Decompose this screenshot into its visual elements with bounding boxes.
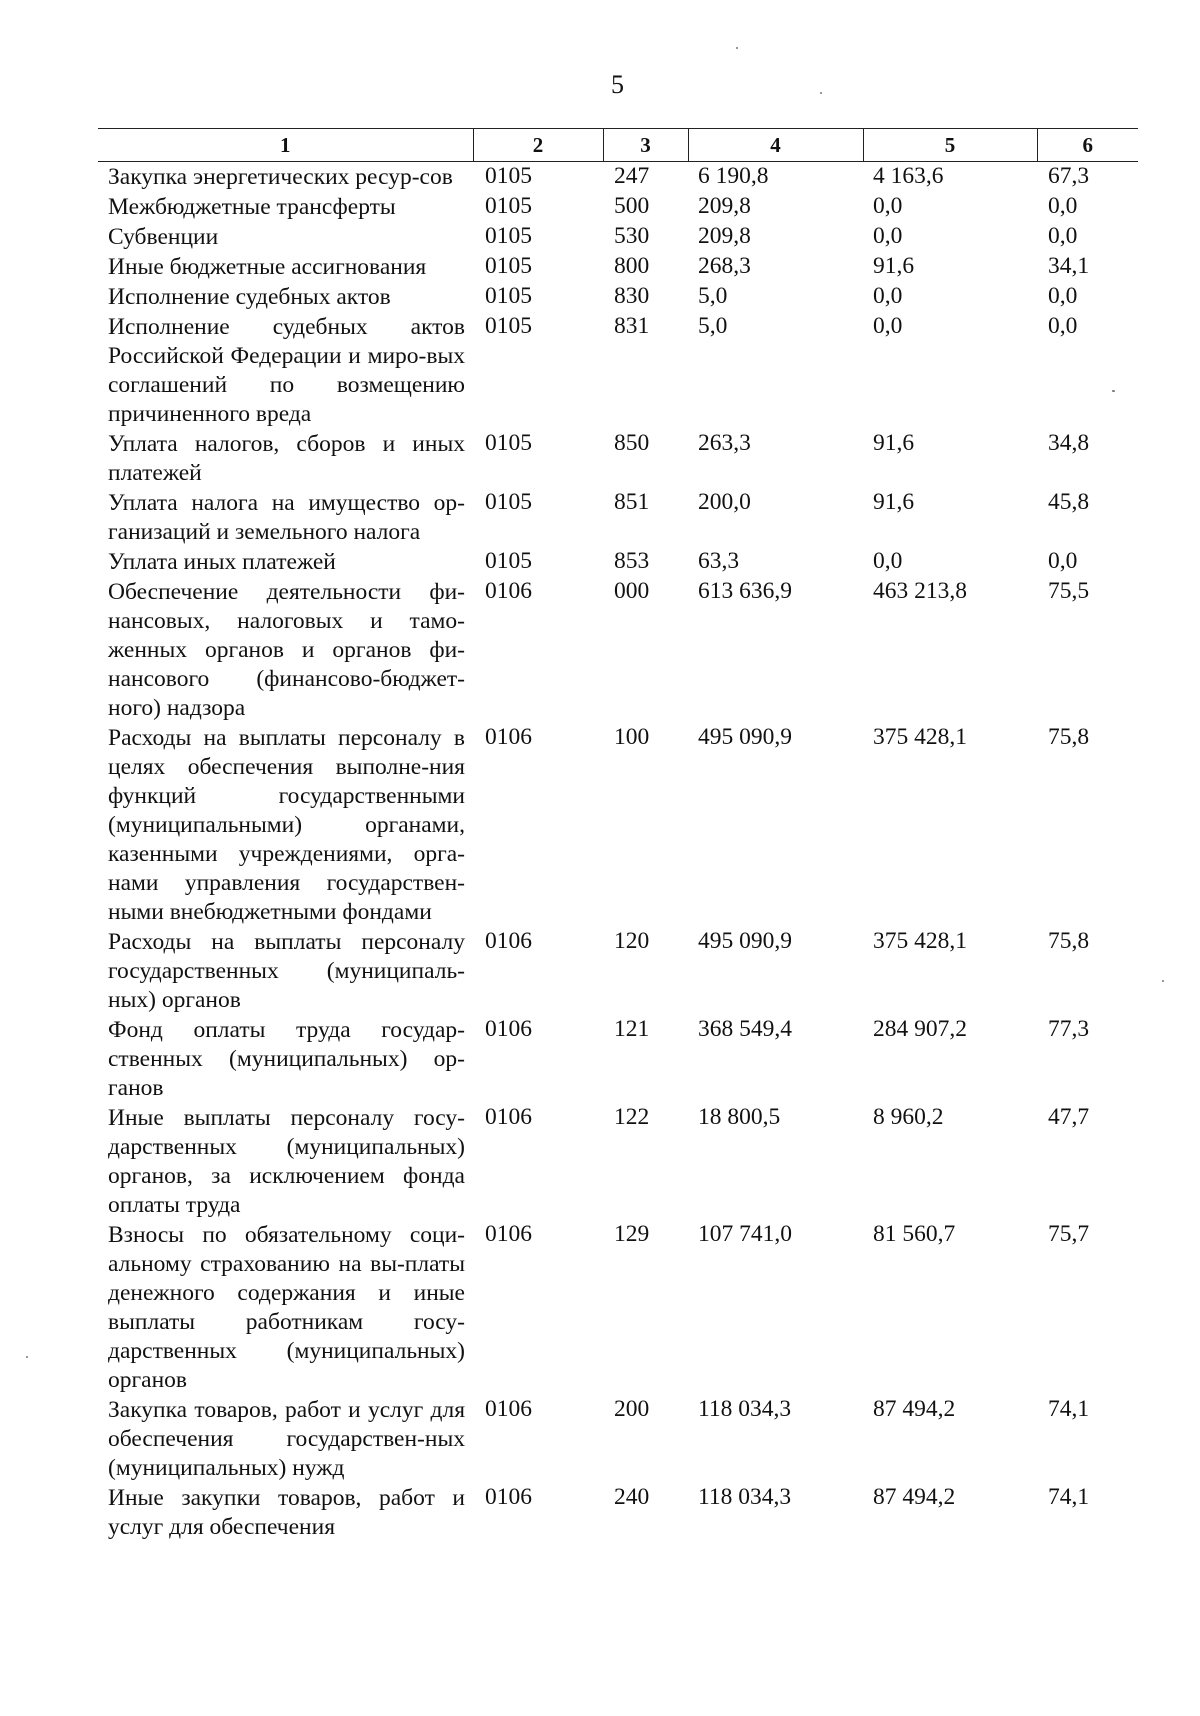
cell-fact: 87 494,2: [873, 1396, 956, 1422]
header-col-2: 2: [473, 129, 603, 162]
cell-fact: 91,6: [873, 430, 915, 456]
cell-section: 0106: [485, 1396, 532, 1422]
cell-kvr: 121: [614, 1016, 650, 1042]
cell-fact: 0,0: [873, 548, 903, 574]
cell-name: Закупка товаров, работ и услуг для обеспечения государствен-ных (муниципальных) нужд: [108, 1397, 465, 1481]
cell-name: Иные закупки товаров, работ и услуг для обеспечения: [108, 1485, 465, 1540]
cell-name: Взносы по обязательному соци-альному страхованию на вы-платы денежного содержания и иные выплаты работникам госу-дарственных (муниципальных) органов: [108, 1222, 465, 1393]
cell-section: 0105: [485, 163, 532, 189]
cell-kvr: 800: [614, 253, 650, 279]
cell-name: Иные бюджетные ассигнования: [108, 254, 427, 280]
cell-name: Иные выплаты персоналу госу-дарственных (муниципальных) органов, за исключением фонда оплаты труда: [108, 1105, 465, 1218]
budget-table-container: [98, 128, 1138, 1542]
table-row: [98, 222, 1138, 252]
cell-kvr: 129: [614, 1221, 650, 1247]
cell-section: 0106: [485, 928, 532, 954]
cell-pct: 67,3: [1048, 163, 1090, 189]
cell-section: 0106: [485, 578, 532, 604]
cell-plan: 200,0: [698, 489, 751, 515]
cell-kvr: 240: [614, 1484, 650, 1510]
cell-plan: 6 190,8: [698, 163, 769, 189]
cell-section: 0105: [485, 430, 532, 456]
budget-execution-table: [98, 128, 1138, 1542]
cell-pct: 0,0: [1048, 283, 1078, 309]
cell-kvr: 120: [614, 928, 650, 954]
cell-name: Расходы на выплаты персоналу государственных (муниципаль-ных) органов: [108, 929, 465, 1013]
cell-name: Обеспечение деятельности фи-нансовых, налоговых и тамо-женных органов и органов фи-нансового (финансово-бюджет-ного) надзора: [108, 579, 465, 721]
header-col-4: 4: [688, 129, 863, 162]
cell-pct: 74,1: [1048, 1396, 1090, 1422]
table-row: [98, 723, 1138, 927]
cell-name: Межбюджетные трансферты: [108, 194, 396, 220]
cell-pct: 0,0: [1048, 313, 1078, 339]
cell-plan: 209,8: [698, 223, 751, 249]
cell-pct: 77,3: [1048, 1016, 1090, 1042]
cell-kvr: 851: [614, 489, 650, 515]
table-row: [98, 577, 1138, 723]
cell-fact: 284 907,2: [873, 1016, 967, 1042]
cell-kvr: 830: [614, 283, 650, 309]
cell-plan: 5,0: [698, 283, 728, 309]
cell-plan: 613 636,9: [698, 578, 792, 604]
cell-fact: 87 494,2: [873, 1484, 956, 1510]
cell-fact: 0,0: [873, 313, 903, 339]
scan-speck: [1112, 390, 1115, 392]
cell-fact: 0,0: [873, 193, 903, 219]
cell-kvr: 850: [614, 430, 650, 456]
cell-name: Уплата налога на имущество ор-ганизаций и земельного налога: [108, 490, 465, 545]
cell-name: Субвенции: [108, 224, 219, 250]
cell-name: Закупка энергетических ресур-сов: [108, 164, 453, 190]
cell-fact: 91,6: [873, 253, 915, 279]
table-row: [98, 429, 1138, 488]
cell-section: 0105: [485, 548, 532, 574]
cell-kvr: 247: [614, 163, 650, 189]
header-col-3: 3: [603, 129, 688, 162]
header-col-1: 1: [98, 129, 473, 162]
cell-pct: 75,5: [1048, 578, 1090, 604]
cell-pct: 75,7: [1048, 1221, 1090, 1247]
table-row: [98, 547, 1138, 577]
table-row: [98, 488, 1138, 547]
cell-kvr: 530: [614, 223, 650, 249]
cell-section: 0105: [485, 313, 532, 339]
cell-pct: 0,0: [1048, 193, 1078, 219]
table-row: [98, 252, 1138, 282]
cell-section: 0106: [485, 724, 532, 750]
cell-pct: 45,8: [1048, 489, 1090, 515]
cell-name: Уплата налогов, сборов и иных платежей: [108, 431, 465, 486]
scan-speck: [736, 47, 738, 49]
scan-speck: [1162, 980, 1164, 982]
cell-kvr: 853: [614, 548, 650, 574]
cell-section: 0106: [485, 1484, 532, 1510]
cell-fact: 91,6: [873, 489, 915, 515]
cell-fact: 0,0: [873, 223, 903, 249]
cell-pct: 75,8: [1048, 928, 1090, 954]
cell-pct: 74,1: [1048, 1484, 1090, 1510]
cell-section: 0105: [485, 253, 532, 279]
table-row: [98, 162, 1138, 193]
scan-speck: [26, 1356, 28, 1358]
cell-plan: 5,0: [698, 313, 728, 339]
cell-plan: 118 034,3: [698, 1396, 792, 1422]
cell-kvr: 500: [614, 193, 650, 219]
cell-name: Исполнение судебных актов Российской Федерации и миро-вых соглашений по возмещению причиненного вреда: [108, 314, 465, 427]
table-row: [98, 1483, 1138, 1542]
cell-plan: 18 800,5: [698, 1104, 781, 1130]
cell-pct: 75,8: [1048, 724, 1090, 750]
cell-name: Расходы на выплаты персоналу в целях обеспечения выполне-ния функций государственными (муниципальными) органами, казенными учреждениями, орга-нами управления государствен-ными внебюджетными фондами: [108, 725, 465, 925]
table-row: [98, 1395, 1138, 1483]
cell-pct: 0,0: [1048, 223, 1078, 249]
cell-pct: 34,8: [1048, 430, 1090, 456]
cell-name: Уплата иных платежей: [108, 549, 336, 575]
table-row: [98, 282, 1138, 312]
cell-name: Фонд оплаты труда государ-ственных (муниципальных) ор-ганов: [108, 1017, 465, 1101]
header-col-6: 6: [1037, 129, 1138, 162]
cell-name: Исполнение судебных актов: [108, 284, 391, 310]
table-header-row: [98, 129, 1138, 162]
table-row: [98, 312, 1138, 429]
cell-kvr: 200: [614, 1396, 650, 1422]
cell-fact: 463 213,8: [873, 578, 967, 604]
cell-kvr: 831: [614, 313, 650, 339]
table-row: [98, 1220, 1138, 1395]
cell-section: 0105: [485, 283, 532, 309]
cell-section: 0106: [485, 1016, 532, 1042]
cell-section: 0106: [485, 1104, 532, 1130]
cell-fact: 375 428,1: [873, 724, 967, 750]
cell-plan: 263,3: [698, 430, 751, 456]
cell-plan: 495 090,9: [698, 928, 792, 954]
cell-plan: 368 549,4: [698, 1016, 792, 1042]
cell-pct: 0,0: [1048, 548, 1078, 574]
cell-fact: 375 428,1: [873, 928, 967, 954]
table-body: [98, 162, 1138, 1543]
table-row: [98, 1015, 1138, 1103]
cell-plan: 63,3: [698, 548, 740, 574]
cell-plan: 118 034,3: [698, 1484, 792, 1510]
cell-fact: 8 960,2: [873, 1104, 944, 1130]
cell-plan: 268,3: [698, 253, 751, 279]
cell-section: 0105: [485, 223, 532, 249]
header-col-5: 5: [863, 129, 1037, 162]
cell-kvr: 100: [614, 724, 650, 750]
page-number: 5: [611, 70, 624, 99]
cell-fact: 4 163,6: [873, 163, 944, 189]
cell-section: 0106: [485, 1221, 532, 1247]
cell-pct: 47,7: [1048, 1104, 1090, 1130]
cell-section: 0105: [485, 489, 532, 515]
table-row: [98, 192, 1138, 222]
cell-fact: 81 560,7: [873, 1221, 956, 1247]
cell-plan: 209,8: [698, 193, 751, 219]
cell-pct: 34,1: [1048, 253, 1090, 279]
cell-section: 0105: [485, 193, 532, 219]
cell-kvr: 122: [614, 1104, 650, 1130]
scan-speck: [820, 92, 822, 94]
cell-kvr: 000: [614, 578, 650, 604]
cell-plan: 107 741,0: [698, 1221, 792, 1247]
table-row: [98, 1103, 1138, 1220]
cell-fact: 0,0: [873, 283, 903, 309]
table-row: [98, 927, 1138, 1015]
cell-plan: 495 090,9: [698, 724, 792, 750]
